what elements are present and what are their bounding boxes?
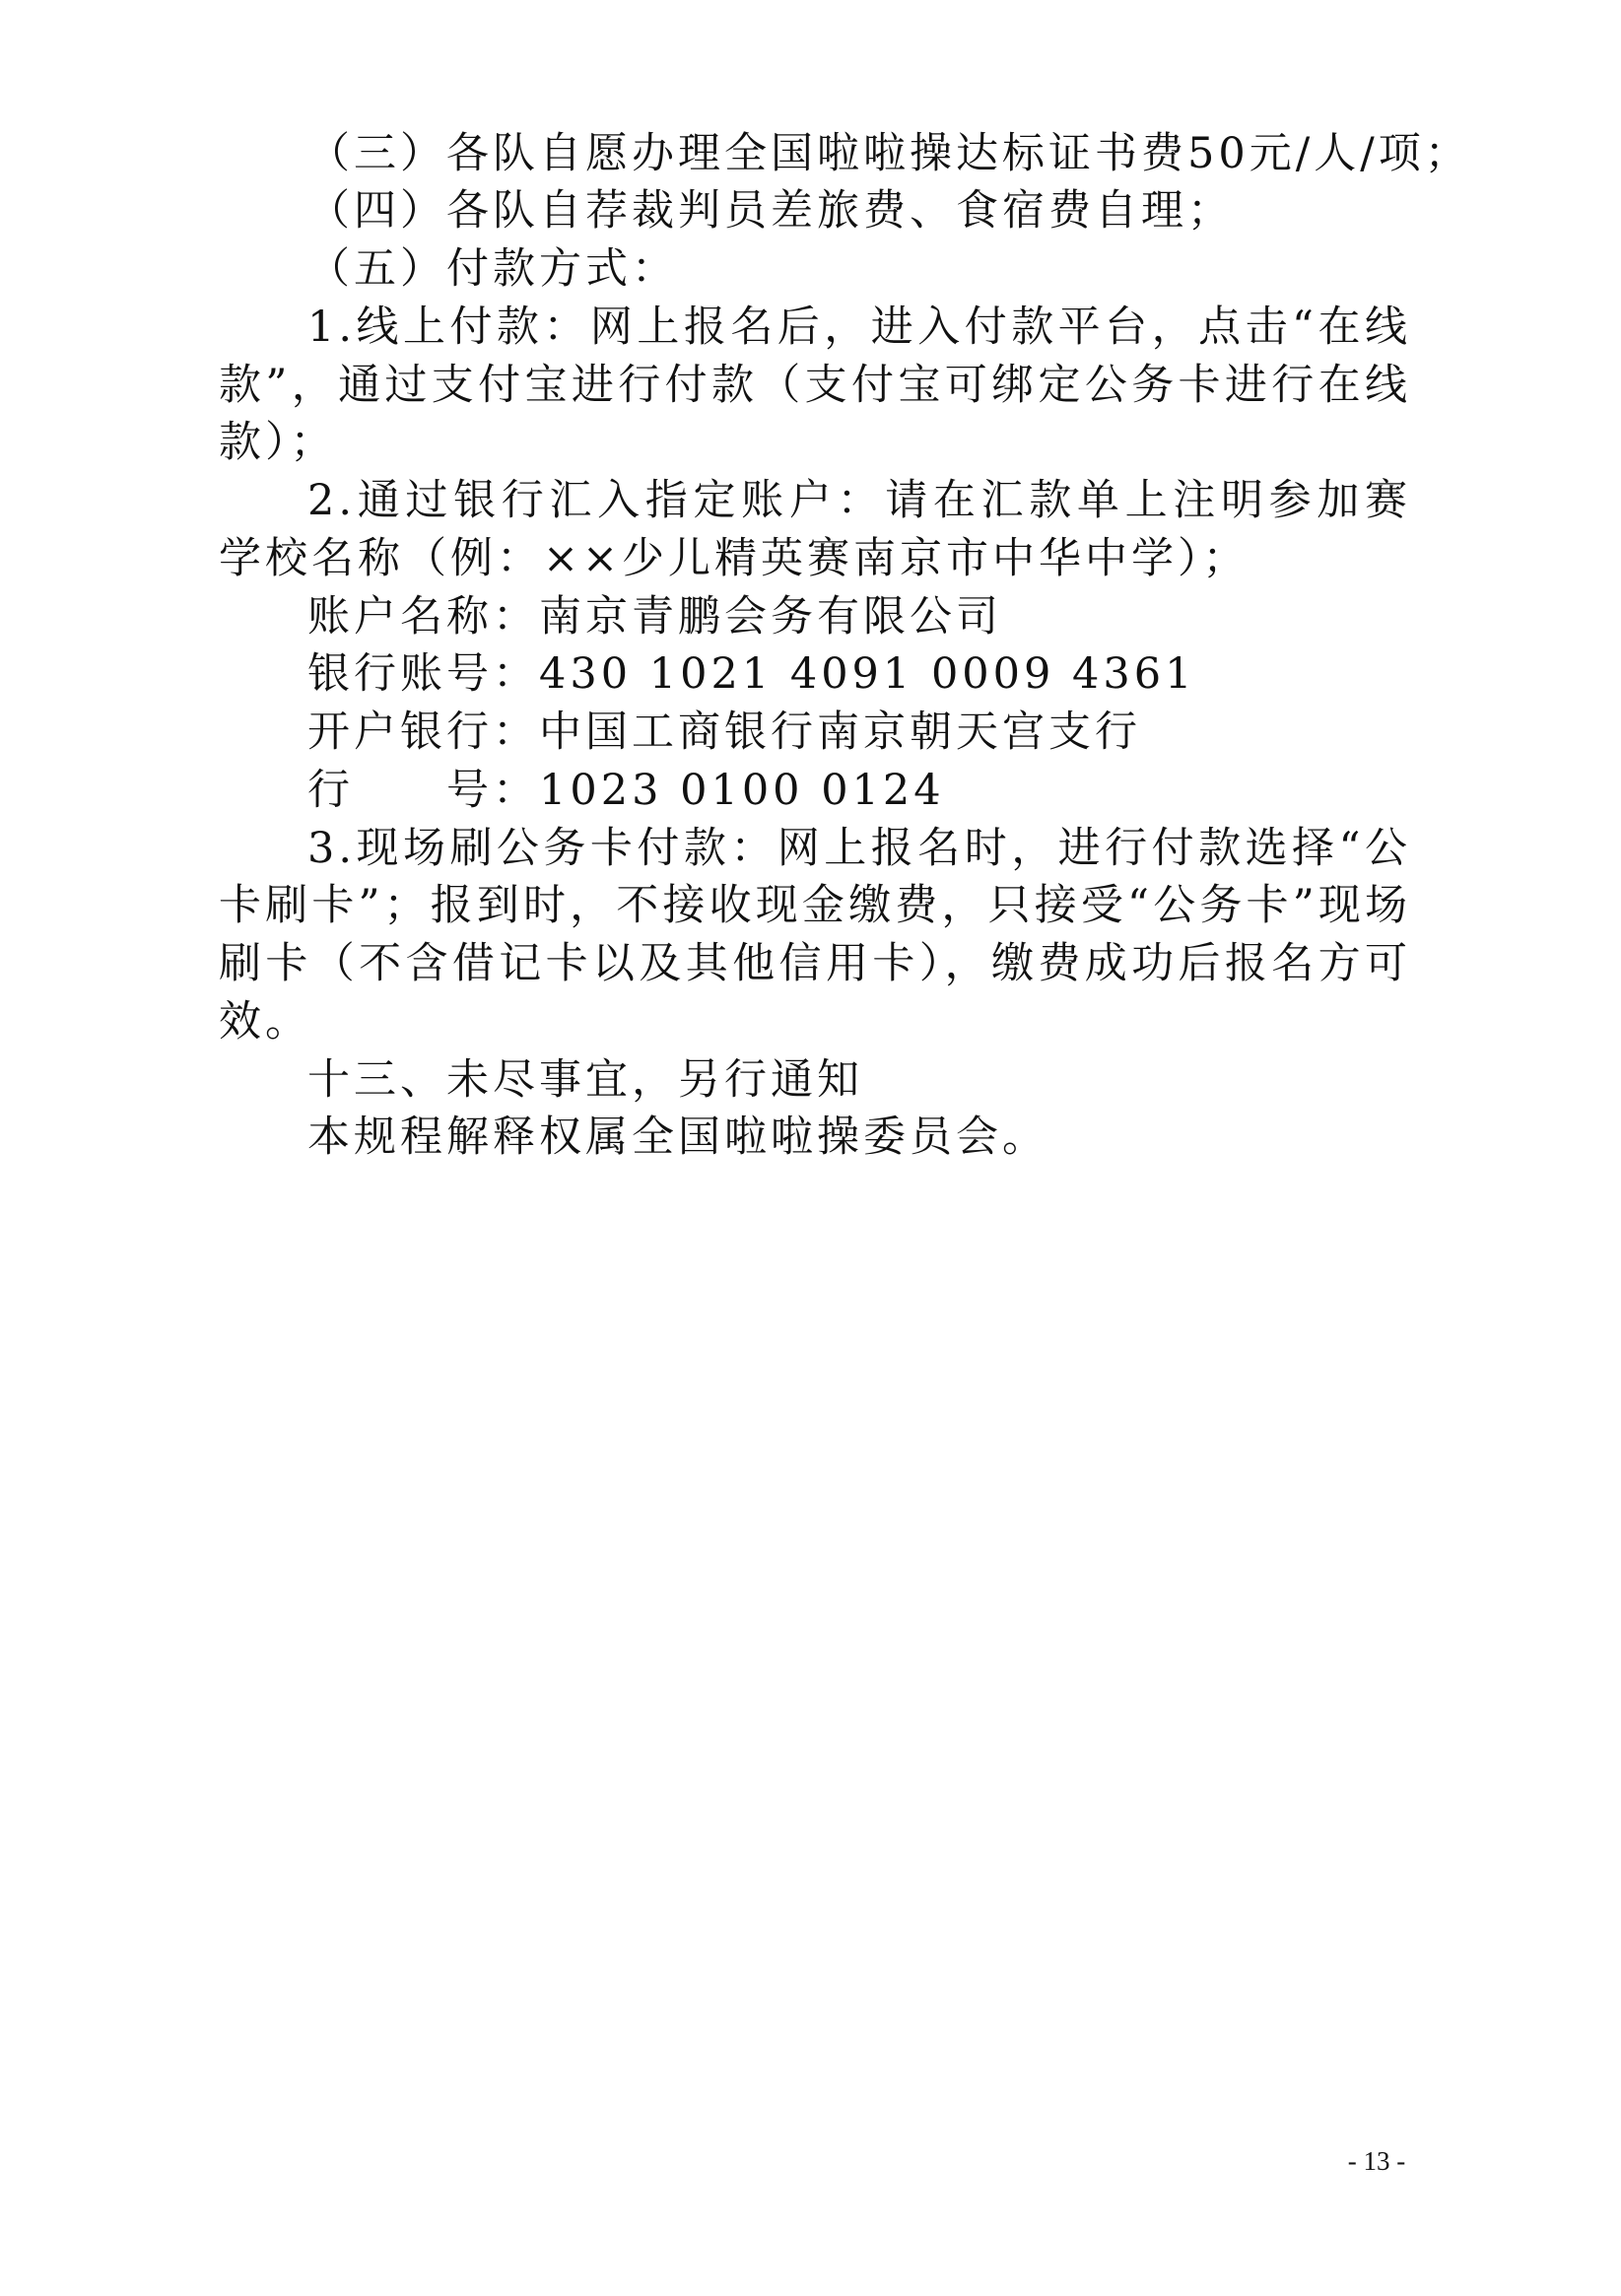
payment-online-line-2: 款”，通过支付宝进行付款（支付宝可绑定公务卡进行在线 (219, 361, 1411, 410)
bank-code (307, 761, 1411, 820)
payment-card-line-3: 刷卡（不含借记卡以及其他信用卡），缴费成功后报名方可 (219, 939, 1411, 988)
payment-online-line-3: 款）； (219, 418, 337, 467)
payment-bank-line-2: 学校名称（例：××少儿精英赛南京市中华中学）； (219, 534, 1250, 583)
item-4-referee-expenses: （四）各队自荐裁判员差旅费、食宿费自理； (307, 186, 1234, 236)
item-5-payment-methods: （五）付款方式： (307, 244, 678, 294)
payment-card-line-4: 效。 (219, 997, 311, 1047)
section-13-heading: 十三、未尽事宜，另行通知 (307, 1055, 863, 1105)
payment-card-line-1: 3.现场刷公务卡付款：网上报名时，进行付款选择“公 (307, 824, 1411, 873)
bank-code-label: 行 号： (307, 766, 539, 815)
account-name: 账户名称：南京青鹏会务有限公司 (307, 592, 1002, 642)
payment-card-line-2: 卡刷卡”；报到时，不接收现金缴费，只接受“公务卡”现场 (219, 881, 1411, 930)
bank-code-value: 1023 0100 0124 (539, 766, 945, 815)
payment-bank-line-1: 2.通过银行汇入指定账户：请在汇款单上注明参加赛 (307, 476, 1411, 525)
payment-online-line-1: 1.线上付款：网上报名后，进入付款平台，点击“在线 (307, 303, 1411, 352)
interpretation-statement: 本规程解释权属全国啦啦操委员会。 (307, 1113, 1048, 1162)
item-3-certificate-fee: （三）各队自愿办理全国啦啦操达标证书费50元/人/项； (307, 129, 1471, 178)
opening-bank: 开户银行：中国工商银行南京朝天宫支行 (307, 708, 1141, 757)
account-number: 银行账号：430 1021 4091 0009 4361 (307, 649, 1196, 699)
page-number: - 13 - (1347, 2146, 1406, 2176)
